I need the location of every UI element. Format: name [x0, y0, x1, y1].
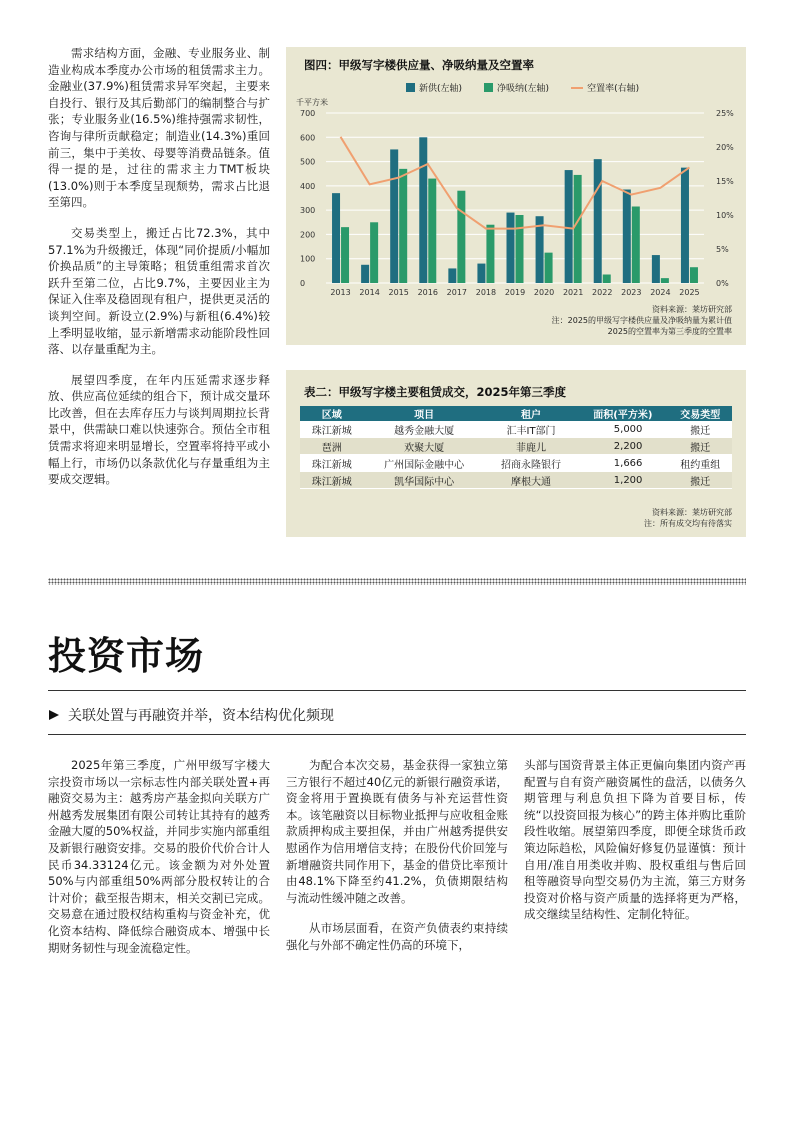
- table-cell: 2,200: [577, 438, 668, 455]
- bar-absorption: [486, 225, 494, 283]
- bar-absorption: [661, 278, 669, 283]
- bar-absorption: [545, 253, 553, 283]
- table-row: [300, 455, 732, 472]
- y-tick-label: 100: [300, 254, 316, 264]
- paragraph: 从市场层面看，在资产负债表约束持续强化与外部不确定性仍高的环境下，: [286, 921, 508, 952]
- column-header: 区域: [300, 406, 364, 421]
- x-tick-label: 2022: [592, 288, 613, 297]
- table-source-note: [644, 507, 732, 529]
- bar-supply: [565, 170, 573, 283]
- legend-item: [484, 81, 549, 94]
- table-cell: 越秀金融大厦: [364, 421, 485, 438]
- table-cell: 珠江新城: [300, 421, 364, 438]
- column-header: 项目: [364, 406, 485, 421]
- table-panel: [286, 370, 746, 537]
- y-tick-label: 200: [300, 230, 316, 240]
- paragraph: 为配合本次交易，基金获得一家独立第三方银行不超过40亿元的新银行融资承诺，资金将用于置换既有债务与补充运营性资本。该笔融资以目标物业抵押与应收租金账款质押构成主要担保，并由广州越秀提供安慰函作为信用增信支持；在股份代价回笼与新增融资共同作用下，基金的借贷比率预计由48.1%下降至约41.2%，负债期限结构与流动性缓冲随之改善。: [286, 758, 508, 905]
- bar-absorption: [341, 227, 349, 283]
- bar-supply: [419, 137, 427, 283]
- bar-absorption: [428, 179, 436, 283]
- paragraph: 需求结构方面，金融、专业服务业、制造业构成本季度办公市场的租赁需求主力。金融业(37.9%)租赁需求异军突起，主要来自投行、银行及其后勤部门的编制整合与扩张；专业服务业(16.5%)维持强需求韧性，咨询与律所贡献稳定；制造业(14.3%)重回前三，集中于美妆、母婴等消费品链条。值得一提的是，过往的需求主力TMT板块(13.0%)则于本季度呈现颓势，需求占比退至第四。: [48, 46, 270, 210]
- legend-swatch-supply: [406, 83, 415, 92]
- legend-label: 空置率(右轴): [587, 84, 640, 94]
- chart-plot: [286, 97, 746, 297]
- table-header-row: [300, 406, 732, 421]
- y-tick-label: 400: [300, 181, 316, 191]
- table-cell: 欢聚大厦: [364, 438, 485, 455]
- bar-absorption: [457, 191, 465, 283]
- table-cell: 招商永隆银行: [485, 455, 577, 472]
- x-tick-label: 2019: [504, 288, 526, 297]
- x-tick-label: 2020: [533, 288, 555, 297]
- paragraph: 展望四季度，在年内压延需求逐步释放、供应高位延续的组合下，预计成交量环比改善，但在去库存压力与谈判周期拉长背景中，供需缺口难以快速弥合。预估全市租赁需求将迎来明显增长，空置率将持平或小幅上行，市场仍以条款优化与存量重组为主要成交逻辑。: [48, 372, 270, 487]
- chart-source-note: [552, 304, 732, 337]
- table-row: [300, 472, 732, 489]
- note-line: 2025的空置率为第三季度的空置率: [607, 327, 732, 336]
- note-line: 资料来源：莱坊研究部: [652, 508, 732, 517]
- x-tick-label: 2025: [679, 288, 700, 297]
- legend-item: [406, 81, 462, 94]
- legend-label: 净吸纳(左轴): [497, 84, 550, 94]
- table-cell: 菲鹿儿: [485, 438, 577, 455]
- note-line: 资料来源：莱坊研究部: [652, 305, 732, 314]
- bar-supply: [332, 193, 340, 283]
- bar-supply: [448, 268, 456, 283]
- paragraph: 2025年第三季度，广州甲级写字楼大宗投资市场以一宗标志性内部关联处置+再融资交易为主：越秀房产基金拟向关联方广州越秀发展集团有限公司转让其持有的越秀金融大厦的50%权益，并同步实施内部重组及新银行融资安排。交易的股价代价合计人民币34.33124亿元。该金额为对外处置50%与内部重组50%两部分股权转让的合计对价；截至报告期末，相关交割已完成。交易意在通过股权结构重构与资金补充，优化资本结构、降低综合融资成本、增强中长期财务韧性与现金流稳定性。: [48, 758, 270, 955]
- bar-absorption: [399, 169, 407, 283]
- legend-label: 新供(左轴): [419, 84, 463, 94]
- subheading: [48, 705, 334, 725]
- dotted-divider: [48, 578, 746, 585]
- investment-column-1: [48, 757, 270, 970]
- column-header: 交易类型: [668, 406, 732, 421]
- note-line: 注：所有成交均有待落实: [644, 519, 732, 528]
- table-cell: 广州国际金融中心: [364, 455, 485, 472]
- y2-tick-label: 0%: [716, 279, 729, 288]
- left-column-text: [48, 45, 270, 502]
- x-tick-label: 2023: [621, 288, 642, 297]
- investment-column-2: [286, 757, 508, 968]
- x-tick-label: 2024: [650, 288, 671, 297]
- investment-column-3: [524, 757, 746, 937]
- table-cell: 搬迁: [668, 472, 732, 489]
- table-cell: 琶洲: [300, 438, 364, 455]
- table-cell: 1,666: [577, 455, 668, 472]
- y2-tick-label: 5%: [716, 245, 729, 254]
- subheading-rule: [48, 734, 746, 735]
- y2-tick-label: 15%: [716, 177, 734, 186]
- section-title: 投资市场: [48, 634, 205, 678]
- table-row: [300, 421, 732, 438]
- bar-absorption: [574, 175, 582, 283]
- paragraph: 头部与国资背景主体正更偏向集团内资产再配置与自有资产融资属性的盘活，以债务久期管理与利息负担下降为首要目标，传统“以投资回报为核心”的跨主体并购比重阶段性收缩。展望第四季度，即便全球货币政策边际趋松，风险偏好修复仍显谨慎：预计自用/准自用类收并购、股权重组与售后回租等融资导向型交易仍为主流，第三方财务投资对价格与资产质量的选择将更为严格，成交继续呈结构性、定制化特征。: [524, 758, 746, 922]
- y2-tick-label: 25%: [716, 109, 734, 118]
- legend-swatch-absorption: [484, 83, 493, 92]
- x-tick-label: 2021: [562, 288, 584, 297]
- y-tick-label: 300: [300, 206, 316, 216]
- note-line: 注：2025的甲级写字楼供应量及净吸纳量为累计值: [551, 316, 732, 325]
- chart-legend: [406, 81, 639, 94]
- bar-supply: [507, 213, 515, 283]
- chart-title: 图四：甲级写字楼供应量、净吸纳量及空置率: [304, 58, 534, 72]
- x-tick-label: 2018: [475, 288, 497, 297]
- table-cell: 1,200: [577, 472, 668, 489]
- table-cell: 珠江新城: [300, 455, 364, 472]
- bar-absorption: [516, 215, 524, 283]
- bar-absorption: [370, 222, 378, 283]
- table-cell: 租约重组: [668, 455, 732, 472]
- y2-tick-label: 20%: [716, 143, 734, 152]
- bar-absorption: [690, 267, 698, 283]
- bar-absorption: [632, 207, 640, 284]
- y-tick-label: 500: [300, 157, 316, 167]
- x-tick-label: 2015: [388, 288, 409, 297]
- bar-supply: [477, 264, 485, 283]
- title-rule: [48, 690, 746, 691]
- leasing-table: [300, 406, 732, 489]
- x-tick-label: 2013: [330, 288, 351, 297]
- table-cell: 摩根大通: [485, 472, 577, 489]
- y-tick-label: 0: [300, 279, 306, 288]
- table-cell: 汇丰IT部门: [485, 421, 577, 438]
- bar-supply: [594, 159, 602, 283]
- subheading-text: 关联处置与再融资并举，资本结构优化频现: [68, 708, 334, 724]
- column-header: 租户: [485, 406, 577, 421]
- legend-item: [571, 81, 639, 94]
- x-tick-label: 2016: [417, 288, 438, 297]
- y-axis-label: 千平方米: [296, 98, 328, 107]
- bar-supply: [390, 149, 398, 283]
- bar-supply: [623, 190, 631, 284]
- arrow-bullet-icon: [48, 709, 60, 721]
- table-cell: 凯华国际中心: [364, 472, 485, 489]
- chart-panel: [286, 47, 746, 345]
- bar-absorption: [603, 275, 611, 284]
- table-cell: 搬迁: [668, 438, 732, 455]
- table-title: 表二：甲级写字楼主要租赁成交，2025年第三季度: [304, 385, 567, 399]
- bar-supply: [361, 265, 369, 283]
- y2-tick-label: 10%: [716, 211, 734, 220]
- x-tick-label: 2017: [446, 288, 468, 297]
- x-tick-label: 2014: [359, 288, 380, 297]
- legend-swatch-vacancy: [571, 87, 583, 89]
- table-cell: 5,000: [577, 421, 668, 438]
- table-cell: 搬迁: [668, 421, 732, 438]
- y-tick-label: 600: [300, 133, 316, 143]
- column-header: 面积(平方米): [577, 406, 668, 421]
- bar-supply: [681, 168, 689, 283]
- table-row: [300, 438, 732, 455]
- bar-supply: [652, 255, 660, 283]
- paragraph: 交易类型上，搬迁占比72.3%，其中57.1%为升级搬迁，体现“同价提质/小幅加价换品质”的主导策略；租赁重组需求首次跃升至第二位，占比9.7%，主要因业主为保证入住率及稳固现有租户，提供更灵活的谈判空间。新设立(2.9%)与新租(6.4%)较上季明显收缩，显示新增需求动能阶段性回落、以存量重配为主。: [48, 225, 270, 357]
- y-tick-label: 700: [300, 109, 316, 118]
- table-cell: 珠江新城: [300, 472, 364, 489]
